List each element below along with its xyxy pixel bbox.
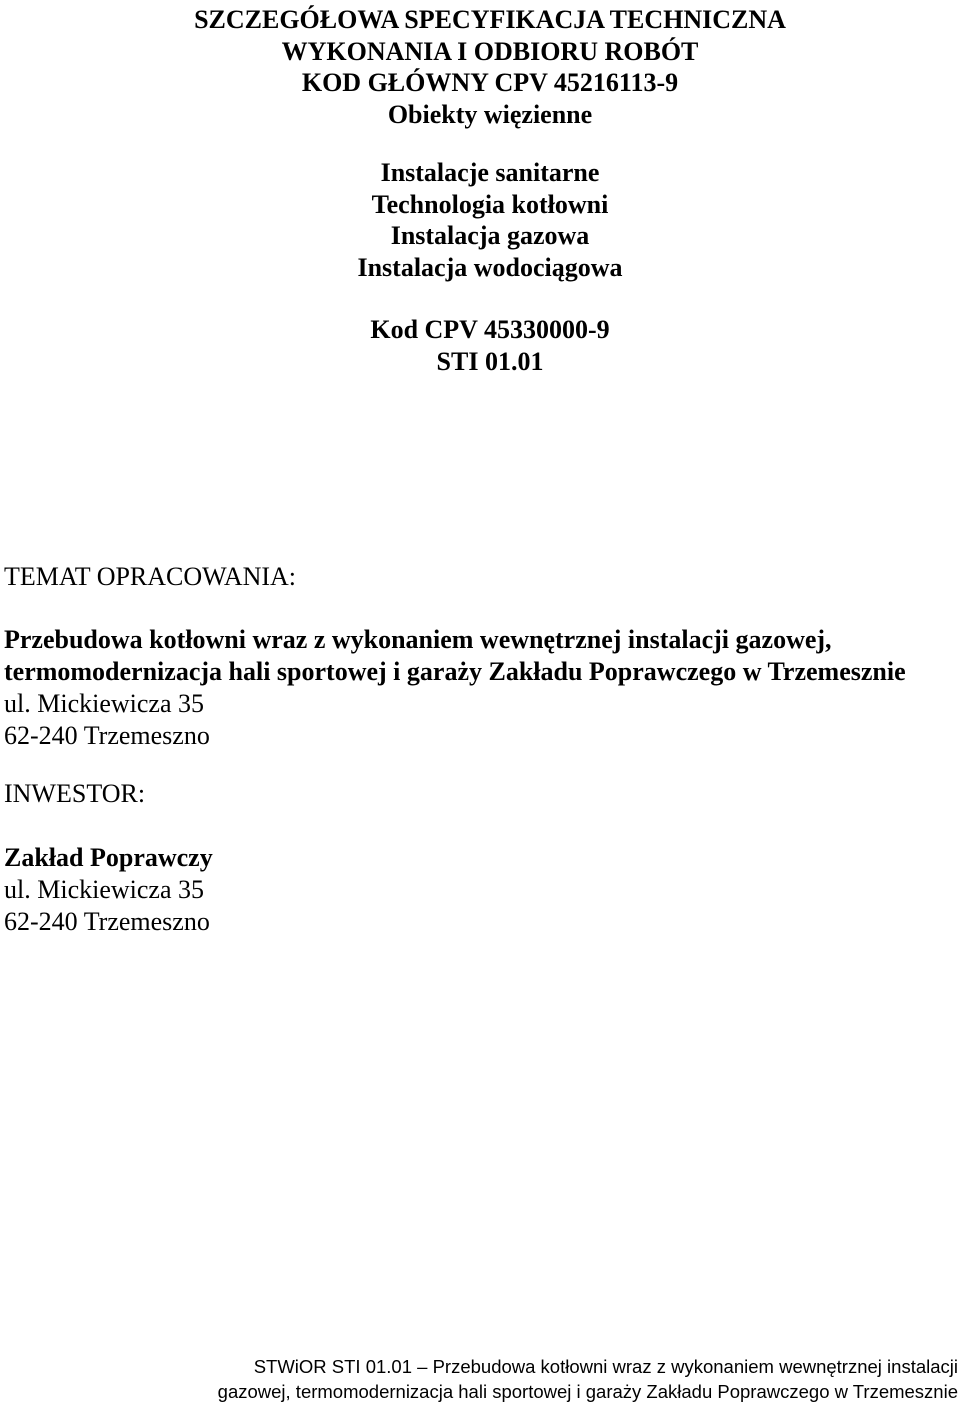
scope-item: Instalacje sanitarne: [380, 158, 600, 187]
investor-address-street: ul. Mickiewicza 35: [4, 875, 204, 904]
document-title: [60, 4, 920, 130]
topic-label: TEMAT OPRACOWANIA:: [4, 562, 297, 591]
investor-address-city: 62-240 Trzemeszno: [4, 907, 210, 936]
topic-address-city: 62-240 Trzemeszno: [4, 721, 210, 750]
cpv-code: Kod CPV 45330000-9: [370, 315, 610, 344]
topic-title-line-1: Przebudowa kotłowni wraz z wykonaniem wewnętrznej instalacji gazowej,: [4, 625, 832, 654]
scope-item: Instalacja gazowa: [390, 221, 590, 250]
code-block: [60, 314, 920, 378]
topic-title-line-2: termomodernizacja hali sportowej i garaży Zakładu Poprawczego w Trzemesznie: [4, 657, 906, 686]
footer-line-2: gazowej, termomodernizacja hali sportowej i garaży Zakładu Poprawczego w Trzemesznie: [217, 1381, 958, 1402]
investor-section: [4, 842, 954, 938]
page-footer: [210, 1354, 958, 1404]
scope-item: Instalacja wodociągowa: [357, 252, 623, 282]
topic-address-street: ul. Mickiewicza 35: [4, 689, 204, 718]
footer-line-1: STWiOR STI 01.01 – Przebudowa kotłowni wraz z wykonaniem wewnętrznej instalacji: [253, 1356, 958, 1377]
title-line-4: Obiekty więzienne: [387, 99, 593, 129]
scope-item: Technologia kotłowni: [371, 189, 609, 219]
investor-label: INWESTOR:: [4, 779, 146, 808]
topic-section: [4, 624, 954, 752]
investor-name: Zakład Poprawczy: [4, 843, 213, 872]
sti-code: STI 01.01: [436, 347, 544, 376]
title-line-1: SZCZEGÓŁOWA SPECYFIKACJA TECHNICZNA: [194, 5, 786, 34]
title-line-3: KOD GŁÓWNY CPV 45216113-9: [301, 68, 679, 97]
scope-list: [60, 157, 920, 283]
title-line-2: WYKONANIA I ODBIORU ROBÓT: [281, 36, 699, 66]
